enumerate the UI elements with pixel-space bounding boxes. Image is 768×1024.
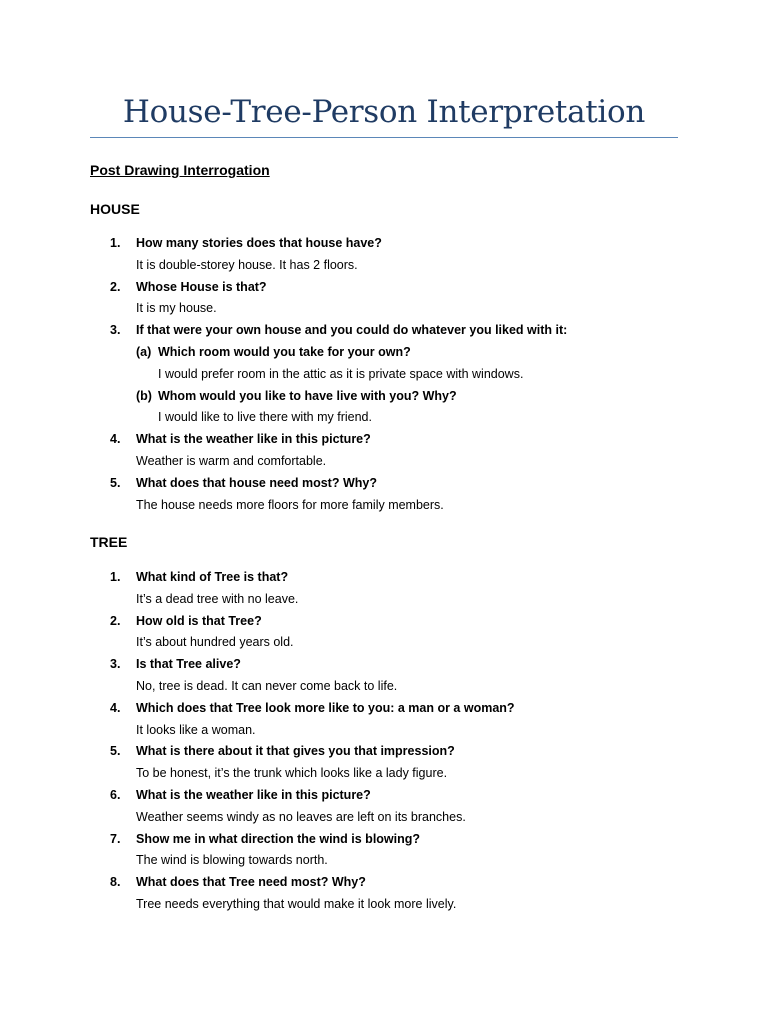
post-drawing-interrogation-heading: Post Drawing Interrogation	[90, 162, 270, 178]
tree-question-list	[0, 567, 768, 916]
question-number: 2.	[110, 613, 121, 628]
house-question-list	[0, 233, 768, 516]
tree-question-item-1	[0, 567, 768, 611]
answer-text: The wind is blowing towards north.	[136, 853, 328, 868]
question-text: What is there about it that gives you that impression?	[136, 744, 455, 759]
question-text: What does that house need most? Why?	[136, 475, 377, 490]
question-text: Is that Tree alive?	[136, 657, 241, 672]
tree-question-item-7	[0, 829, 768, 873]
tree-question-item-8	[0, 872, 768, 916]
house-question-item-2	[0, 277, 768, 321]
answer-text: Weather is warm and comfortable.	[136, 453, 327, 468]
question-text: How old is that Tree?	[136, 613, 262, 628]
question-number: 3.	[110, 323, 121, 338]
answer-text: No, tree is dead. It can never come back to life.	[136, 678, 398, 693]
question-text: Whose House is that?	[136, 279, 267, 294]
sub-question-a	[0, 342, 768, 364]
tree-question-item-5	[0, 741, 768, 785]
question-text: What kind of Tree is that?	[136, 570, 289, 584]
question-number: 6.	[110, 787, 121, 802]
question-number: 4.	[110, 700, 121, 715]
question-text: If that were your own house and you could do whatever you liked with it:	[136, 323, 568, 338]
answer-text: Tree needs everything that would make it look more lively.	[136, 896, 457, 911]
question-number: 8.	[110, 875, 121, 890]
sub-question-b	[0, 386, 768, 408]
question-text: What does that Tree need most? Why?	[136, 875, 366, 890]
question-text: Show me in what direction the wind is blowing?	[136, 831, 421, 846]
answer-text: It is double-storey house. It has 2 floors.	[136, 257, 358, 272]
tree-question-item-4	[0, 698, 768, 742]
house-section-heading: HOUSE	[90, 201, 140, 217]
title-underline-rule	[90, 137, 678, 138]
answer-text: It’s a dead tree with no leave.	[136, 591, 299, 606]
question-number: 5.	[110, 744, 121, 759]
sub-question-text: Which room would you take for your own?	[158, 344, 411, 359]
sub-answer-text: I would like to live there with my friend.	[158, 410, 372, 425]
question-text: What is the weather like in this picture?	[136, 432, 371, 447]
house-question-item-5	[0, 473, 768, 517]
house-question-item-4	[0, 429, 768, 473]
question-number: 3.	[110, 657, 121, 672]
question-text: How many stories does that house have?	[136, 236, 382, 250]
house-question-item-1	[0, 233, 768, 277]
sub-answer-text: I would prefer room in the attic as it is private space with windows.	[158, 366, 524, 381]
question-number: 1.	[110, 236, 121, 250]
answer-text: It is my house.	[136, 301, 217, 316]
question-text: What is the weather like in this picture?	[136, 787, 371, 802]
question-text: Which does that Tree look more like to you: a man or a woman?	[136, 700, 515, 715]
tree-section-heading: TREE	[90, 534, 128, 550]
document-title: House-Tree-Person Interpretation	[122, 94, 646, 130]
tree-question-item-6	[0, 785, 768, 829]
question-number: 4.	[110, 432, 121, 447]
question-number: 2.	[110, 279, 121, 294]
sub-question-text: Whom would you like to have live with you? Why?	[158, 388, 457, 403]
sub-question-label: (a)	[136, 344, 152, 359]
question-number: 5.	[110, 475, 121, 490]
sub-question-label: (b)	[136, 388, 152, 403]
answer-text: Weather seems windy as no leaves are left on its branches.	[136, 809, 466, 824]
tree-question-item-2	[0, 611, 768, 655]
answer-text: The house needs more floors for more family members.	[136, 497, 444, 512]
answer-text: It’s about hundred years old.	[136, 635, 294, 650]
answer-text: It looks like a woman.	[136, 722, 256, 737]
house-question-item-3	[0, 320, 768, 429]
tree-question-item-3	[0, 654, 768, 698]
answer-text: To be honest, it’s the trunk which looks like a lady figure.	[136, 766, 448, 781]
question-number: 7.	[110, 831, 121, 846]
question-number: 1.	[110, 570, 121, 584]
